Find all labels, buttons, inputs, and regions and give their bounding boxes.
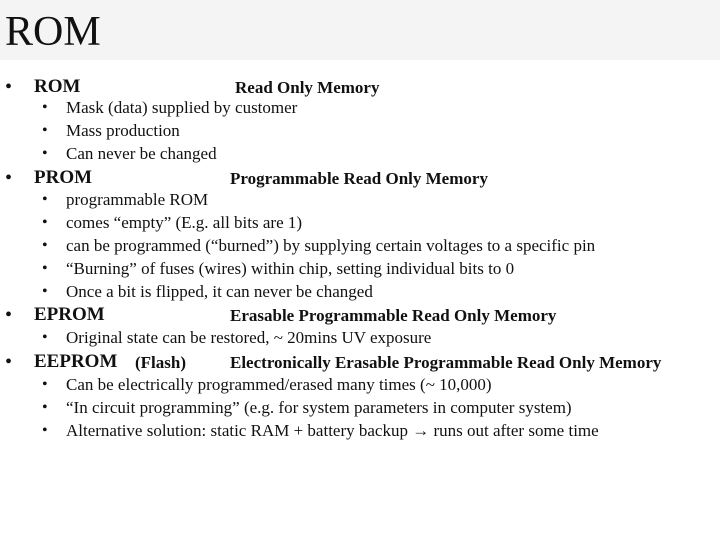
sub-item-text: comes “empty” (E.g. all bits are 1) [66,213,303,232]
bullet-icon: • [5,351,13,373]
sub-item-text: Can be electrically programmed/erased many times (~ 10,000) [66,375,492,394]
sub-bullet-icon: • [42,191,48,208]
sub-bullet-icon: • [42,122,48,139]
page-title: ROM [5,9,101,55]
sub-list-item [0,397,720,419]
sub-list-item [0,235,720,257]
memory-type-description: Erasable Programmable Read Only Memory [230,306,557,325]
sub-list-item [0,327,720,349]
list-item-rom [0,76,720,98]
sub-list-item [0,258,720,280]
list-item-prom [0,167,720,189]
memory-type-qualifier: (Flash) [135,353,186,372]
sub-item-text: “Burning” of fuses (wires) within chip, setting individual bits to 0 [66,259,515,278]
sub-list-item [0,281,720,303]
sub-bullet-icon: • [42,99,48,116]
sub-list-item [0,189,720,211]
sub-list-item [0,420,720,442]
sub-bullet-icon: • [42,329,48,346]
list-item-eeprom [0,351,720,373]
memory-type-name: EEPROM [34,351,118,372]
sub-item-text: Mask (data) supplied by customer [66,98,298,117]
sub-item-text: can be programmed (“burned”) by supplying certain voltages to a specific pin [66,236,596,255]
bullet-icon: • [5,167,13,189]
sub-list-item [0,212,720,234]
sub-list-item [0,374,720,396]
bullet-icon: • [5,76,13,98]
sub-bullet-icon: • [42,376,48,393]
sub-bullet-icon: • [42,214,48,231]
sub-bullet-icon: • [42,237,48,254]
list-item-eprom [0,304,720,326]
bullet-icon: • [5,304,13,326]
title-bar [0,0,720,60]
sub-list-item [0,97,720,119]
sub-bullet-icon: • [42,283,48,300]
sub-bullet-icon: • [42,145,48,162]
memory-type-name: PROM [34,167,93,188]
sub-list-item [0,120,720,142]
sub-item-text: Mass production [66,121,180,140]
sub-item-text: Original state can be restored, ~ 20mins UV exposure [66,328,432,347]
sub-list-item [0,143,720,165]
sub-bullet-icon: • [42,260,48,277]
sub-bullet-icon: • [42,422,48,439]
sub-item-text: Alternative solution: static RAM + battery backup → runs out after some time [66,421,599,440]
memory-type-description: Programmable Read Only Memory [230,169,488,188]
sub-item-text: Can never be changed [66,144,217,163]
memory-type-description: Electronically Erasable Programmable Read Only Memory [230,353,662,372]
sub-item-text: “In circuit programming” (e.g. for system parameters in computer system) [66,398,572,417]
memory-type-description: Read Only Memory [235,78,380,97]
memory-type-name: EPROM [34,304,105,325]
memory-type-name: ROM [34,76,81,97]
sub-item-text: programmable ROM [66,190,209,209]
sub-item-text: Once a bit is flipped, it can never be changed [66,282,373,301]
sub-bullet-icon: • [42,399,48,416]
